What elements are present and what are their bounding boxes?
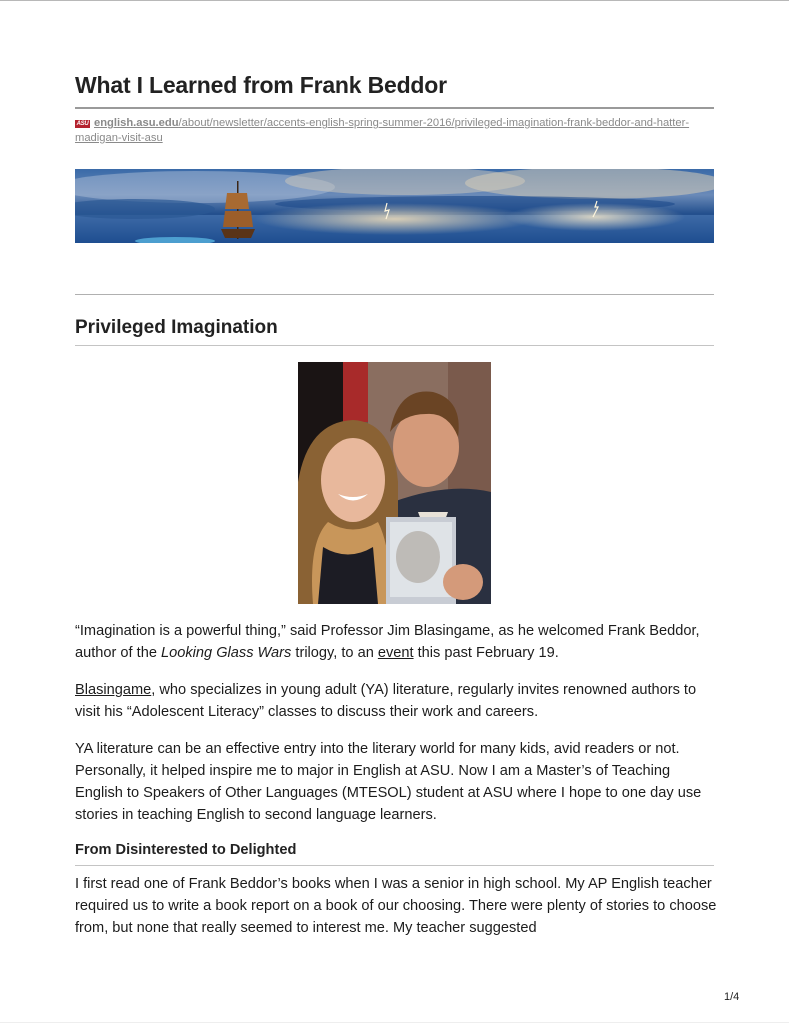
title-divider bbox=[75, 107, 714, 109]
page-title: What I Learned from Frank Beddor bbox=[75, 72, 447, 98]
subsection-heading: From Disinterested to Delighted bbox=[75, 842, 297, 858]
book-title: Looking Glass Wars bbox=[161, 645, 292, 661]
asu-favicon-icon: ASU bbox=[76, 121, 89, 127]
section-heading-rule bbox=[75, 345, 714, 346]
blasingame-text: , who specializes in young adult (YA) literature, regularly invites renowned authors to visit his “Adolescent Literacy” classes to discuss their work and careers. bbox=[75, 682, 697, 720]
source-link[interactable] bbox=[75, 117, 689, 144]
blasingame-paragraph bbox=[75, 679, 720, 723]
source-url bbox=[75, 116, 714, 146]
intro-text-1: “Imagination is a powerful thing,” said Professor Jim Blasingame, as he welcomed Frank Beddor, author of the bbox=[75, 623, 700, 661]
ya-literature-paragraph: YA literature can be an effective entry into the literary world for many kids, avid readers or not. Personally, it helped inspire me to major in English at ASU. Now I am a Master’s of Teaching English to Speakers of Other Languages (MTESOL) student at ASU where I hope to one day use stories in teaching English to second language learners. bbox=[75, 741, 702, 823]
banner-image bbox=[75, 169, 714, 243]
page-bottom-border bbox=[0, 1022, 789, 1023]
subsection-heading-rule bbox=[75, 865, 714, 866]
page-number: 1/4 bbox=[724, 991, 740, 1003]
intro-paragraph bbox=[75, 620, 720, 664]
section-heading: Privileged Imagination bbox=[75, 317, 278, 338]
intro-text-2: trilogy, to an bbox=[291, 645, 378, 661]
source-domain: english.asu.edu bbox=[94, 117, 179, 129]
page-top-border bbox=[0, 0, 789, 1]
event-link[interactable]: event bbox=[377, 645, 414, 661]
blasingame-link[interactable]: Blasingame bbox=[75, 682, 152, 698]
first-read-paragraph: I first read one of Frank Beddor’s books when I was a senior in high school. My AP English teacher required us to write a book report on a book of our choosing. There were plenty of stories to choose from, but none that really seemed to interest me. My teacher suggested bbox=[75, 876, 717, 936]
author-photo bbox=[298, 362, 491, 604]
section-divider bbox=[75, 294, 714, 295]
source-path: /about/newsletter/accents-english-spring-summer-2016/privileged-imagination-frank-beddor-and-hatter-madigan-visit-asu bbox=[75, 117, 690, 144]
intro-text-3: this past February 19. bbox=[413, 645, 559, 661]
